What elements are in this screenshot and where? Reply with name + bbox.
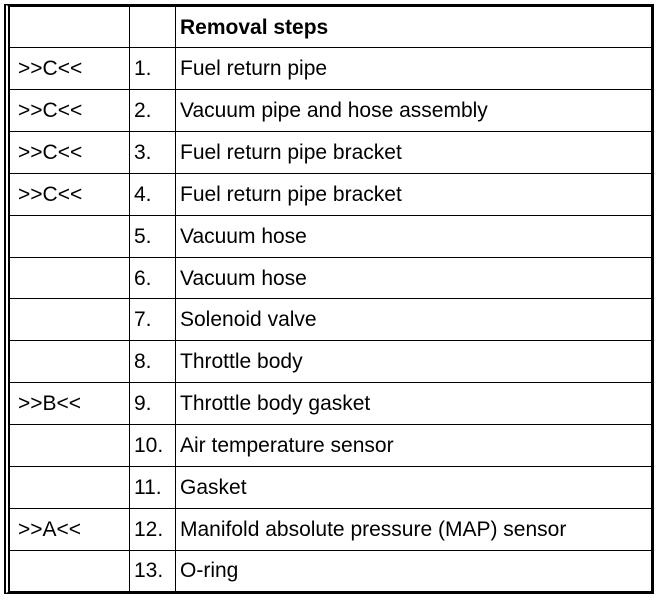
table-row — [10, 48, 651, 90]
step-marker — [10, 299, 130, 341]
step-description: Air temperature sensor — [176, 424, 652, 466]
table-header-row — [10, 7, 651, 48]
step-marker: >>A<< — [10, 508, 130, 550]
step-description: Fuel return pipe — [176, 48, 652, 90]
step-number: 1. — [130, 48, 176, 90]
step-marker — [10, 466, 130, 508]
step-marker — [10, 424, 130, 466]
table-row — [10, 132, 651, 174]
step-marker: >>C<< — [10, 173, 130, 215]
step-marker: >>C<< — [10, 48, 130, 90]
header-removal-steps: Removal steps — [176, 7, 652, 48]
table-row — [10, 90, 651, 132]
step-marker: >>B<< — [10, 383, 130, 425]
table-row — [10, 341, 651, 383]
table-row — [10, 508, 651, 550]
step-number: 2. — [130, 90, 176, 132]
step-description: Throttle body gasket — [176, 383, 652, 425]
table-row — [10, 215, 651, 257]
step-number: 5. — [130, 215, 176, 257]
step-description: O-ring — [176, 550, 652, 591]
table-row — [10, 550, 651, 591]
step-number: 13. — [130, 550, 176, 591]
step-description: Manifold absolute pressure (MAP) sensor — [176, 508, 652, 550]
step-description: Throttle body — [176, 341, 652, 383]
step-description: Fuel return pipe bracket — [176, 173, 652, 215]
step-number: 3. — [130, 132, 176, 174]
table-row — [10, 424, 651, 466]
table-row — [10, 383, 651, 425]
header-marker-cell — [10, 7, 130, 48]
step-description: Solenoid valve — [176, 299, 652, 341]
step-marker — [10, 550, 130, 591]
step-description: Vacuum hose — [176, 215, 652, 257]
step-number: 6. — [130, 257, 176, 299]
step-marker — [10, 215, 130, 257]
step-marker: >>C<< — [10, 90, 130, 132]
table-row — [10, 299, 651, 341]
step-marker: >>C<< — [10, 132, 130, 174]
step-marker — [10, 257, 130, 299]
step-number: 11. — [130, 466, 176, 508]
step-number: 10. — [130, 424, 176, 466]
removal-steps-table — [10, 7, 651, 591]
removal-steps-table-frame — [4, 4, 654, 594]
step-number: 4. — [130, 173, 176, 215]
step-description: Fuel return pipe bracket — [176, 132, 652, 174]
header-number-cell — [130, 7, 176, 48]
step-number: 9. — [130, 383, 176, 425]
table-row — [10, 173, 651, 215]
step-description: Vacuum pipe and hose assembly — [176, 90, 652, 132]
table-row — [10, 466, 651, 508]
table-row — [10, 257, 651, 299]
step-number: 8. — [130, 341, 176, 383]
step-description: Vacuum hose — [176, 257, 652, 299]
step-number: 12. — [130, 508, 176, 550]
step-description: Gasket — [176, 466, 652, 508]
step-marker — [10, 341, 130, 383]
step-number: 7. — [130, 299, 176, 341]
